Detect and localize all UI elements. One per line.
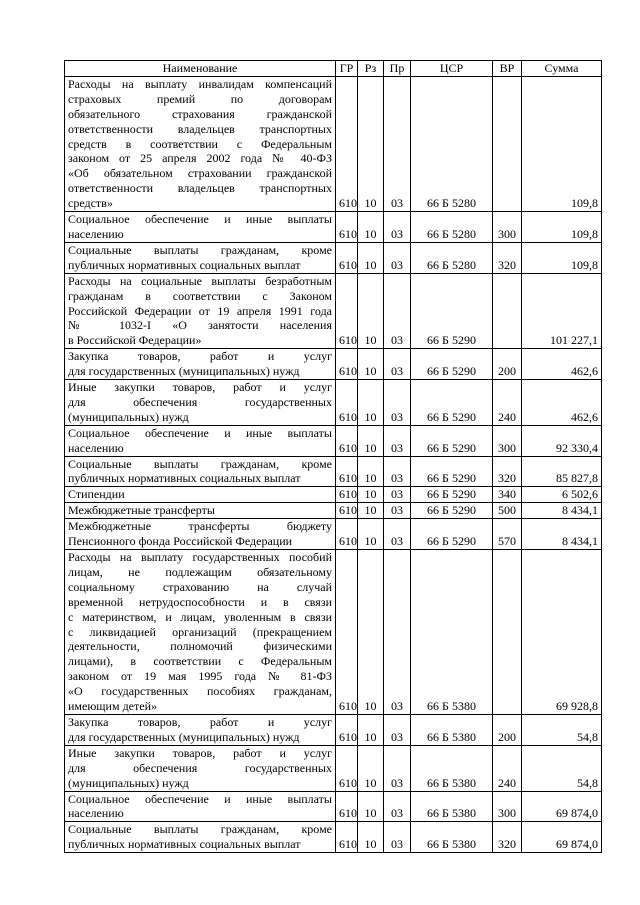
header-gr: ГР [336, 61, 358, 77]
row-rz: 10 [358, 456, 384, 487]
row-gr: 610 [336, 714, 358, 745]
row-csr: 66 Б 5290 [411, 519, 493, 550]
row-gr: 610 [336, 242, 358, 273]
row-rz: 10 [358, 550, 384, 715]
row-name-line: Иные закупки товаров, работ и услуг [68, 380, 332, 395]
header-sum: Сумма [522, 61, 602, 77]
row-name [65, 745, 336, 791]
row-name [65, 503, 336, 519]
row-csr: 66 Б 5290 [411, 380, 493, 426]
row-name-line: гражданам в соответствии с Законом [68, 288, 332, 303]
header-vr: ВР [493, 61, 522, 77]
table-row [65, 380, 602, 426]
row-name-line: законом от 25 апреля 2002 года № 40-ФЗ [68, 151, 332, 166]
table-row [65, 273, 602, 349]
row-pr: 03 [384, 273, 411, 349]
row-name [65, 242, 336, 273]
row-name-line: обязательного страхования гражданской [68, 106, 332, 121]
row-name [65, 76, 336, 211]
row-name-line: № 1032-I «О занятости населения [68, 318, 332, 333]
table-row [65, 550, 602, 715]
row-name-line: Иные закупки товаров, работ и услуг [68, 745, 332, 760]
row-name [65, 519, 336, 550]
row-vr: 200 [493, 349, 522, 380]
table-row [65, 487, 602, 503]
row-name-line: Расходы на социальные выплаты безработным [68, 273, 332, 288]
row-csr: 66 Б 5290 [411, 456, 493, 487]
table-row [65, 503, 602, 519]
row-name [65, 714, 336, 745]
row-csr: 66 Б 5290 [411, 425, 493, 456]
row-sum: 8 434,1 [522, 519, 602, 550]
row-name-line: Расходы на выплату инвалидам компенсаций [68, 76, 332, 91]
row-rz: 10 [358, 349, 384, 380]
row-vr [493, 273, 522, 349]
row-csr: 66 Б 5290 [411, 503, 493, 519]
row-name-line: населению [68, 806, 124, 821]
row-name-line: законом от 19 мая 1995 года № 81-ФЗ [68, 669, 332, 684]
row-csr: 66 Б 5280 [411, 212, 493, 243]
row-name [65, 822, 336, 853]
table-row [65, 519, 602, 550]
row-name-line: страховых премий по договорам [68, 91, 332, 106]
table-row [65, 822, 602, 853]
header-csr: ЦСР [411, 61, 493, 77]
row-gr: 610 [336, 503, 358, 519]
table-row [65, 242, 602, 273]
header-rz: Рз [358, 61, 384, 77]
row-csr: 66 Б 5380 [411, 822, 493, 853]
row-name-line: Социальное обеспечение и иные выплаты [68, 425, 332, 440]
row-sum: 85 827,8 [522, 456, 602, 487]
row-name-line: «Об обязательном страховании гражданской [68, 166, 332, 181]
row-name-line: публичных нормативных социальных выплат [68, 257, 301, 272]
row-pr: 03 [384, 791, 411, 822]
row-pr: 03 [384, 822, 411, 853]
row-gr: 610 [336, 822, 358, 853]
row-name-line: Социальное обеспечение и иные выплаты [68, 212, 332, 227]
row-csr: 66 Б 5280 [411, 242, 493, 273]
row-name-line: средств» [68, 196, 113, 211]
row-name-line: публичных нормативных социальных выплат [68, 471, 301, 486]
row-sum: 69 928,8 [522, 550, 602, 715]
row-pr: 03 [384, 519, 411, 550]
row-vr: 300 [493, 791, 522, 822]
row-name-line: (муниципальных) нужд [68, 775, 189, 790]
row-sum: 69 874,0 [522, 791, 602, 822]
row-rz: 10 [358, 791, 384, 822]
row-name-line: Пенсионного фонда Российской Федерации [68, 534, 293, 549]
row-name-line: средств в соответствии с Федеральным [68, 136, 332, 151]
row-rz: 10 [358, 425, 384, 456]
row-name-line: ответственности владельцев транспортных [68, 121, 332, 136]
row-name-line: населению [68, 440, 124, 455]
row-name [65, 487, 336, 503]
row-gr: 610 [336, 519, 358, 550]
row-csr: 66 Б 5380 [411, 550, 493, 715]
row-name-line: имеющим детей» [68, 699, 157, 714]
row-vr: 240 [493, 745, 522, 791]
row-pr: 03 [384, 76, 411, 211]
row-name-line: для обеспечения государственных [68, 394, 332, 409]
row-vr: 200 [493, 714, 522, 745]
row-name-line: «О государственных пособиях гражданам, [68, 684, 332, 699]
row-pr: 03 [384, 380, 411, 426]
row-vr: 340 [493, 487, 522, 503]
row-name-line: деятельности, полномочий физическими [68, 639, 332, 654]
row-pr: 03 [384, 349, 411, 380]
row-rz: 10 [358, 380, 384, 426]
row-name-line: Российской Федерации от 19 апреля 1991 года [68, 303, 332, 318]
row-name [65, 425, 336, 456]
row-sum: 462,6 [522, 380, 602, 426]
row-vr: 570 [493, 519, 522, 550]
row-rz: 10 [358, 212, 384, 243]
row-name-line: Закупка товаров, работ и услуг [68, 714, 332, 729]
row-gr: 610 [336, 76, 358, 211]
row-pr: 03 [384, 550, 411, 715]
row-name-line: с ликвидацией организаций (прекращением [68, 624, 332, 639]
row-name-line: социальному страхованию на случай [68, 579, 332, 594]
row-rz: 10 [358, 822, 384, 853]
row-gr: 610 [336, 456, 358, 487]
row-name [65, 349, 336, 380]
row-gr: 610 [336, 425, 358, 456]
row-gr: 610 [336, 550, 358, 715]
row-rz: 10 [358, 745, 384, 791]
header-pr: Пр [384, 61, 411, 77]
row-vr [493, 550, 522, 715]
row-name-line: с материнством, и лицам, уволенным в связи [68, 609, 332, 624]
row-csr: 66 Б 5290 [411, 273, 493, 349]
row-pr: 03 [384, 487, 411, 503]
row-gr: 610 [336, 380, 358, 426]
row-name-line: для обеспечения государственных [68, 760, 332, 775]
row-pr: 03 [384, 242, 411, 273]
table-row [65, 212, 602, 243]
row-name-line: (муниципальных) нужд [68, 409, 189, 424]
row-name-line: лицам, не подлежащим обязательному [68, 564, 332, 579]
row-sum: 109,8 [522, 242, 602, 273]
table-row [65, 714, 602, 745]
row-name-line: лицами), в соответствии с Федеральным [68, 654, 332, 669]
row-name-line: Социальное обеспечение и иные выплаты [68, 791, 332, 806]
row-vr: 300 [493, 212, 522, 243]
row-name-line: для государственных (муниципальных) нужд [68, 729, 300, 744]
row-name-line: Межбюджетные трансферты [68, 503, 215, 518]
row-vr: 500 [493, 503, 522, 519]
table-row [65, 76, 602, 211]
row-sum: 8 434,1 [522, 503, 602, 519]
row-pr: 03 [384, 745, 411, 791]
budget-document [64, 60, 601, 853]
row-sum: 101 227,1 [522, 273, 602, 349]
row-pr: 03 [384, 212, 411, 243]
row-name [65, 212, 336, 243]
row-rz: 10 [358, 503, 384, 519]
row-csr: 66 Б 5290 [411, 349, 493, 380]
row-name-line: Закупка товаров, работ и услуг [68, 349, 332, 364]
row-name-line: Социальные выплаты гражданам, кроме [68, 822, 332, 837]
header-name: Наименование [65, 61, 336, 77]
row-rz: 10 [358, 487, 384, 503]
table-row [65, 425, 602, 456]
row-rz: 10 [358, 242, 384, 273]
row-sum: 54,8 [522, 714, 602, 745]
row-name [65, 791, 336, 822]
row-gr: 610 [336, 745, 358, 791]
row-name-line: временной нетрудоспособности и в связи [68, 594, 332, 609]
row-name-line: для государственных (муниципальных) нужд [68, 364, 300, 379]
row-name-line: Межбюджетные трансферты бюджету [68, 519, 332, 534]
row-name-line: публичных нормативных социальных выплат [68, 837, 301, 852]
row-vr: 320 [493, 456, 522, 487]
table-row [65, 745, 602, 791]
row-name [65, 273, 336, 349]
row-rz: 10 [358, 519, 384, 550]
row-name-line: Социальные выплаты гражданам, кроме [68, 456, 332, 471]
table-row [65, 791, 602, 822]
row-sum: 109,8 [522, 76, 602, 211]
header-row [65, 61, 602, 77]
row-rz: 10 [358, 273, 384, 349]
row-name [65, 380, 336, 426]
table-row [65, 456, 602, 487]
row-rz: 10 [358, 76, 384, 211]
row-vr: 240 [493, 380, 522, 426]
row-name-line: в Российской Федерации» [68, 333, 202, 348]
row-pr: 03 [384, 503, 411, 519]
table-row [65, 349, 602, 380]
row-pr: 03 [384, 425, 411, 456]
row-rz: 10 [358, 714, 384, 745]
row-sum: 69 874,0 [522, 822, 602, 853]
row-name [65, 550, 336, 715]
row-vr [493, 76, 522, 211]
row-name-line: Расходы на выплату государственных пособий [68, 550, 332, 564]
row-gr: 610 [336, 212, 358, 243]
row-sum: 6 502,6 [522, 487, 602, 503]
row-csr: 66 Б 5380 [411, 791, 493, 822]
row-sum: 462,6 [522, 349, 602, 380]
row-pr: 03 [384, 456, 411, 487]
row-gr: 610 [336, 791, 358, 822]
row-name-line: Стипендии [68, 487, 125, 502]
row-vr: 320 [493, 242, 522, 273]
row-sum: 109,8 [522, 212, 602, 243]
row-vr: 300 [493, 425, 522, 456]
row-csr: 66 Б 5290 [411, 487, 493, 503]
row-gr: 610 [336, 273, 358, 349]
row-sum: 54,8 [522, 745, 602, 791]
row-pr: 03 [384, 714, 411, 745]
row-name-line: населению [68, 226, 124, 241]
budget-table [64, 60, 602, 853]
row-vr: 320 [493, 822, 522, 853]
row-gr: 610 [336, 487, 358, 503]
row-gr: 610 [336, 349, 358, 380]
row-name-line: Социальные выплаты гражданам, кроме [68, 242, 332, 257]
row-name-line: ответственности владельцев транспортных [68, 181, 332, 196]
row-csr: 66 Б 5280 [411, 76, 493, 211]
row-csr: 66 Б 5380 [411, 714, 493, 745]
row-name [65, 456, 336, 487]
row-sum: 92 330,4 [522, 425, 602, 456]
row-csr: 66 Б 5380 [411, 745, 493, 791]
